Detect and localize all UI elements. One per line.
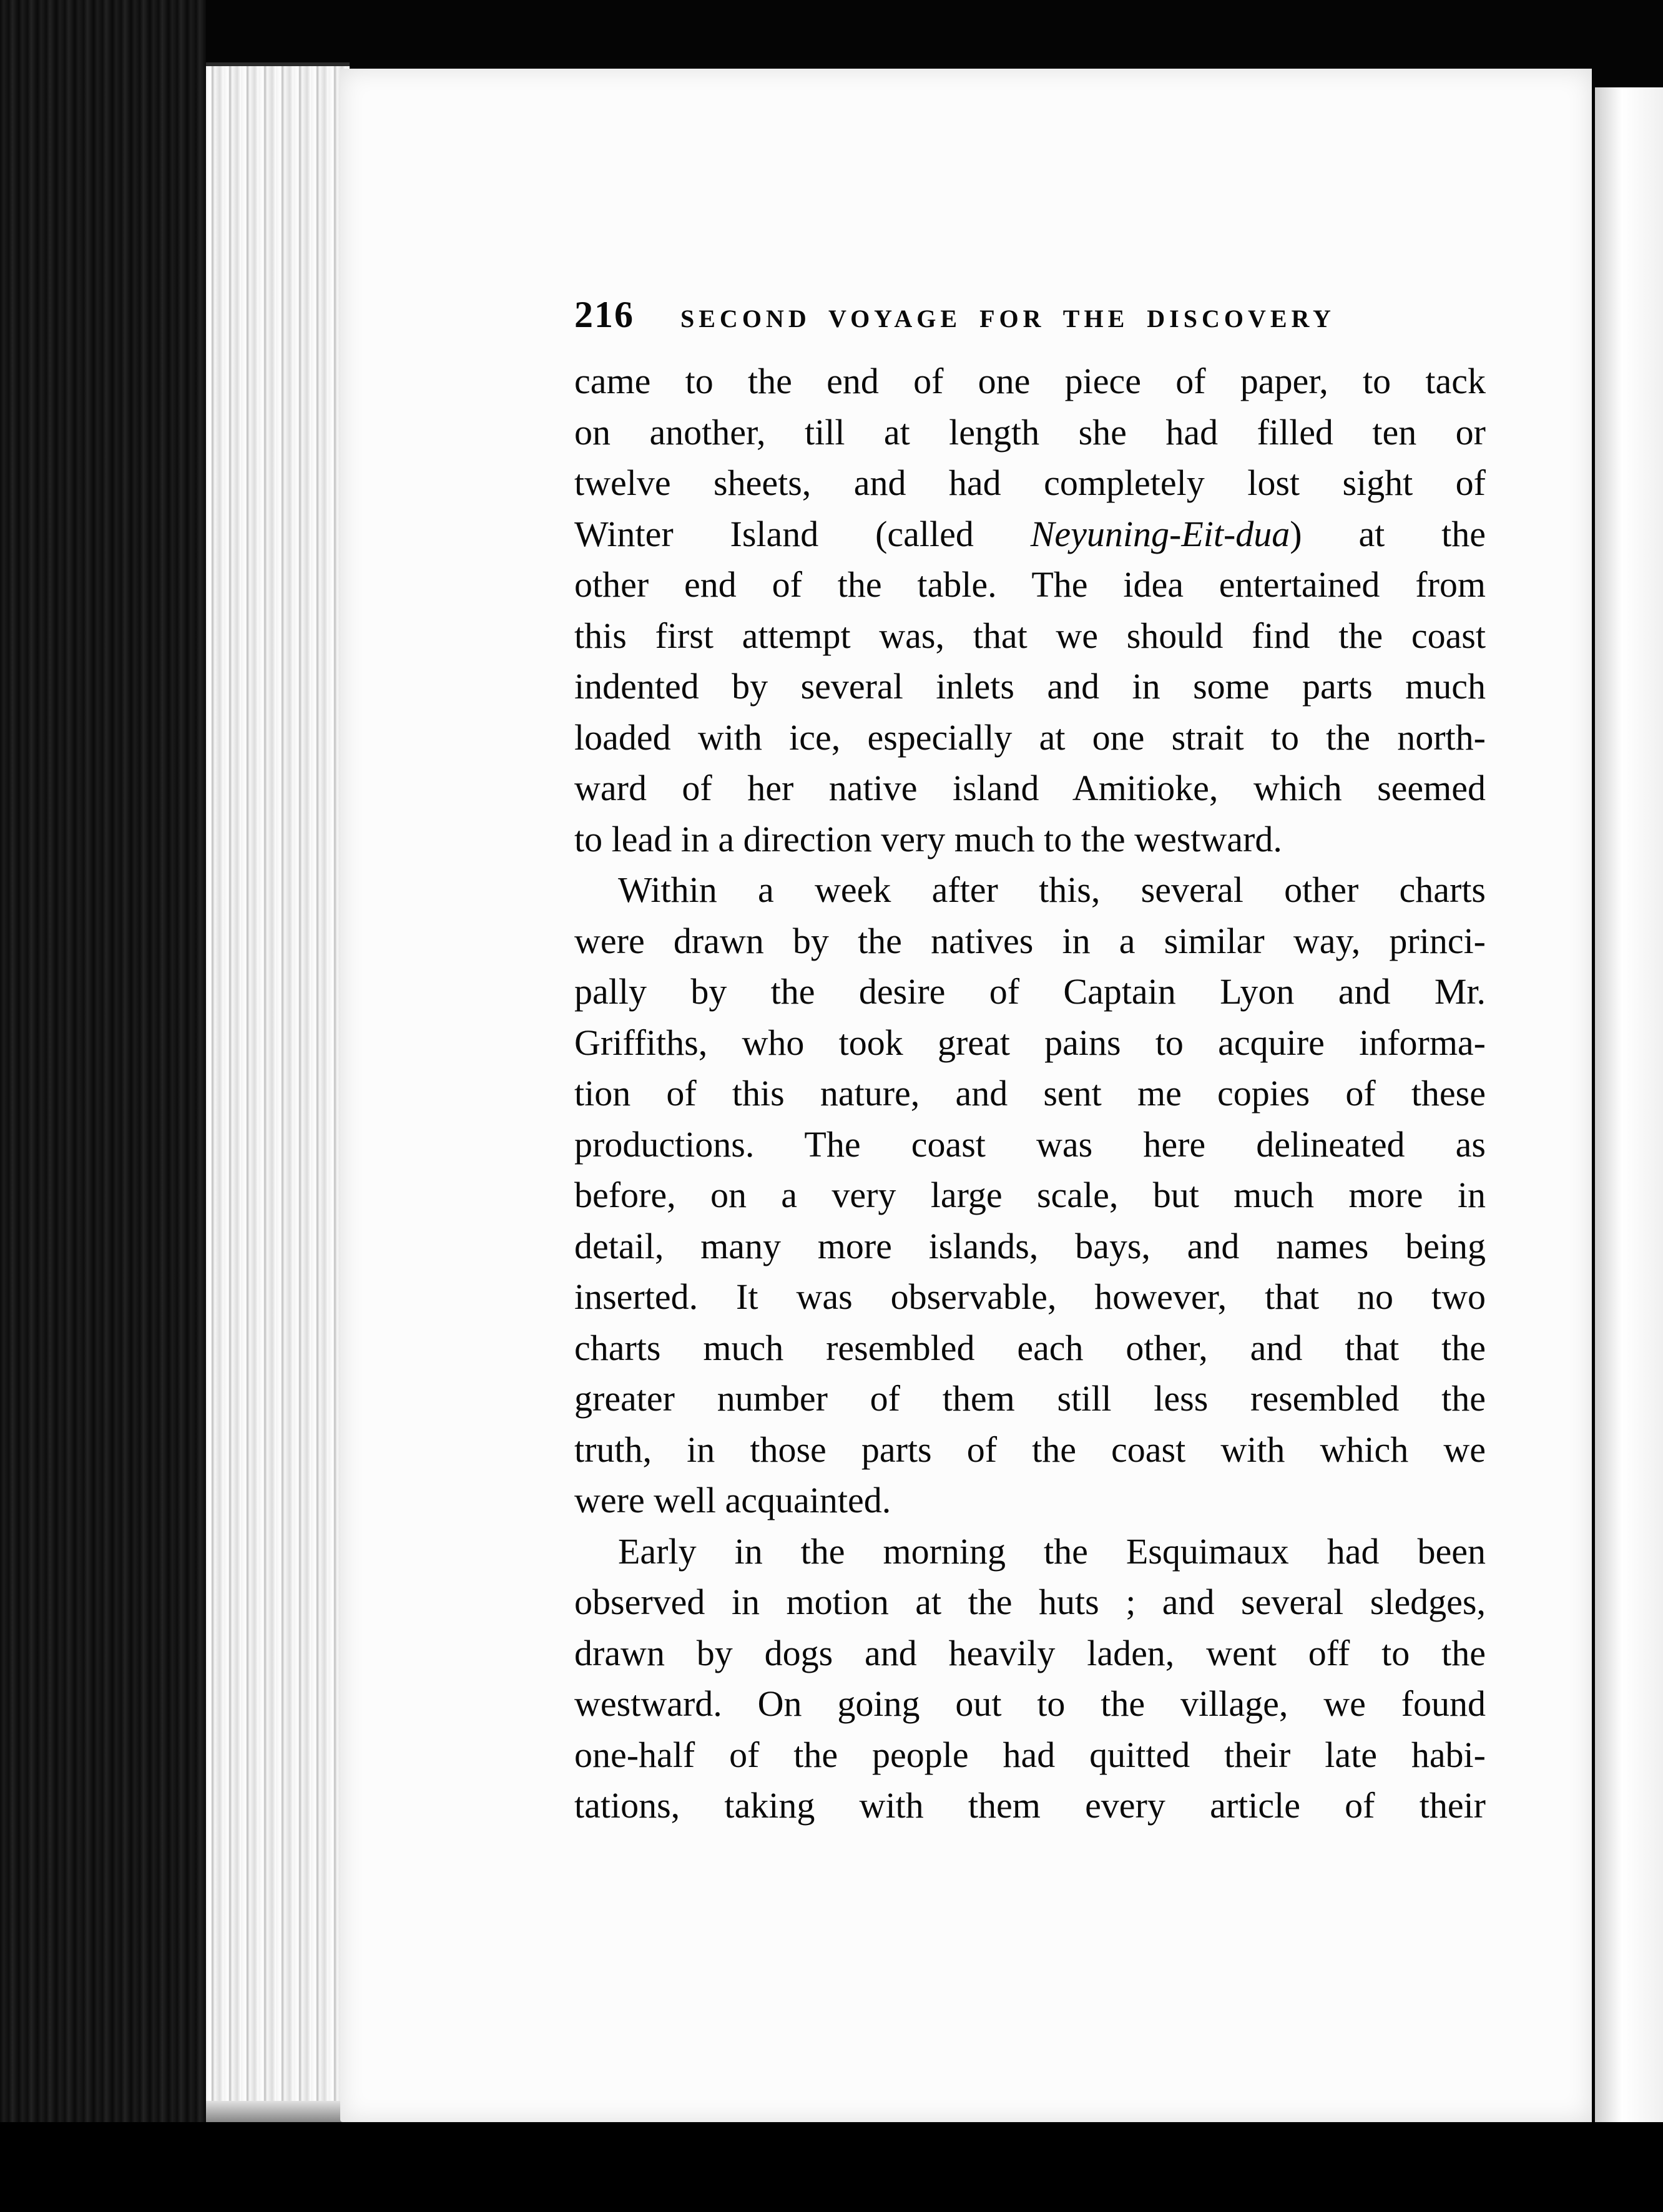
text-line: indented by several inlets and in some parts much (574, 666, 1486, 707)
paragraph-1 (574, 356, 1486, 864)
text-line: came to the end of one piece of paper, to tack (574, 361, 1486, 401)
running-head (574, 293, 1486, 350)
text-line: one-half of the people had quitted their late habi- (574, 1734, 1486, 1775)
text-line: on another, till at length she had filled ten or (574, 411, 1486, 453)
next-page-edge (1595, 87, 1663, 2122)
text-line: Early in the morning the Esquimaux had been (618, 1530, 1486, 1572)
book-spine (0, 0, 206, 2212)
text-line: tion of this nature, and sent me copies of these (574, 1073, 1486, 1113)
text-line: detail, many more islands, bays, and names being (574, 1225, 1486, 1266)
text-line: twelve sheets, and had completely lost sight of (574, 462, 1486, 503)
text-line: other end of the table. The idea entertained from (574, 564, 1486, 605)
text-line: charts much resembled each other, and that the (574, 1327, 1486, 1368)
paragraph-2 (574, 864, 1486, 1526)
text-line: this first attempt was, that we should find the coast (574, 615, 1486, 656)
text-line: were well acquainted. (574, 1480, 891, 1520)
text-line: Griffiths, who took great pains to acquire informa- (574, 1022, 1486, 1063)
text-line: before, on a very large scale, but much more in (574, 1175, 1486, 1215)
text-line: ward of her native island Amitioke, which seemed (574, 768, 1486, 808)
text-line: tations, taking with them every article of their (574, 1785, 1486, 1826)
text-segment: ) at the (1290, 513, 1486, 554)
paragraph-3 (574, 1526, 1486, 1831)
page-text (574, 293, 1486, 1831)
italic-place-name: Neyuning-Eit-dua (1030, 513, 1290, 554)
text-segment: Winter Island (called (574, 513, 1031, 554)
text-line: observed in motion at the huts ; and several sledges, (574, 1582, 1486, 1622)
page-edges (206, 62, 350, 2126)
text-line: greater number of them still less resembled the (574, 1378, 1486, 1419)
text-line: truth, in those parts of the coast with which we (574, 1429, 1486, 1470)
text-line: to lead in a direction very much to the westward. (574, 818, 1282, 859)
text-line: Within a week after this, several other charts (618, 869, 1486, 910)
text-line: loaded with ice, especially at one strait to the north- (574, 717, 1486, 758)
text-line: inserted. It was observable, however, that no two (574, 1276, 1486, 1317)
text-line: westward. On going out to the village, we found (574, 1683, 1486, 1724)
page-number: 216 (574, 294, 634, 335)
running-head-title: SECOND VOYAGE FOR THE DISCOVERY (680, 305, 1335, 333)
scan-border (0, 2122, 1663, 2212)
text-line: drawn by dogs and heavily laden, went off to the (574, 1632, 1486, 1673)
text-line: productions. The coast was here delineated as (574, 1123, 1486, 1165)
text-line: pally by the desire of Captain Lyon and Mr. (574, 971, 1486, 1012)
text-line: were drawn by the natives in a similar way, princi- (574, 920, 1486, 961)
text-line-with-italic (574, 509, 1486, 560)
